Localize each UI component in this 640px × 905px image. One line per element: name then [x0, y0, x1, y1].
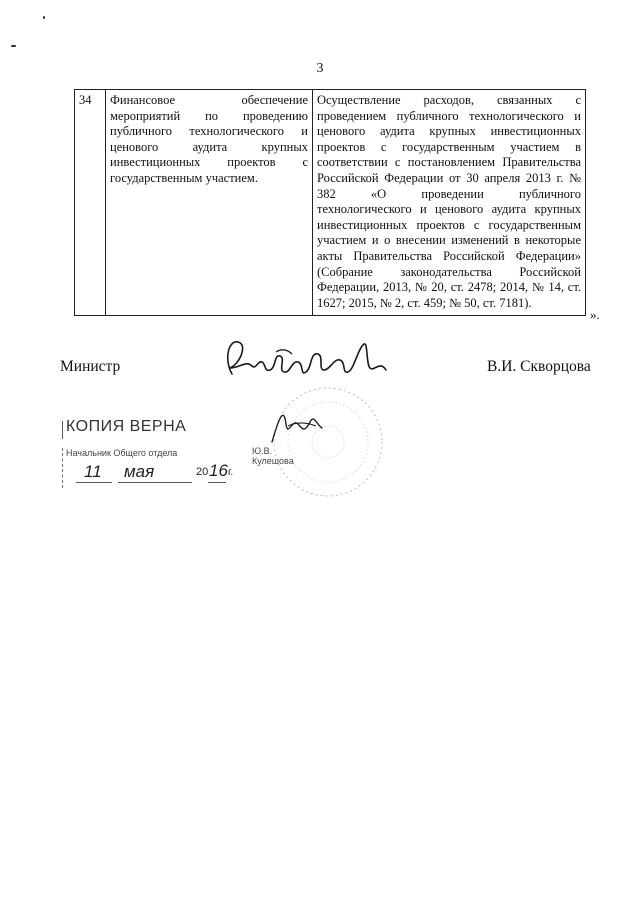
row-number: 34	[75, 90, 106, 316]
certified-copy-stamp	[66, 418, 316, 490]
date-month: мая	[124, 462, 155, 481]
table-row	[75, 90, 586, 316]
stamp-title: КОПИЯ ВЕРНА	[66, 418, 187, 435]
row-description: Осуществление расходов, связанных с проведением публичного технологического и ценового аудита крупных инвестиционных проектов с государственным участием в соответствии с постановлением Правительства Российской Федерации от 30 апреля 2013 г. № 382 «О проведении публичного технологического и ценового аудита крупных инвестиционных проектов с государственным участием и о внесении изменений в некоторые акты Правительства Российской Федерации» (Собрание законодательства Российской Федерации, 2013, № 20, ст. 2478; 2014, № 14, ст. 1627; 2015, № 2, ст. 459; № 50, ст. 7181).	[313, 90, 586, 316]
date-day: 11	[84, 462, 102, 481]
signatory-title: Министр	[60, 358, 121, 375]
date-year-prefix: 20	[196, 466, 209, 478]
stamp-frame	[62, 421, 63, 439]
copy-signature	[266, 404, 326, 446]
date-underline	[208, 482, 226, 483]
row-name: Финансовое обеспечение мероприятий по проведению публичного технологического и ценового аудита крупных инвестиционных проектов с государственным участием.	[106, 90, 313, 316]
signatory-name: В.И. Скворцова	[487, 358, 591, 375]
date-underline	[118, 482, 192, 483]
closing-quote: ».	[590, 307, 600, 322]
minister-signature	[218, 330, 398, 390]
date-suffix: г.	[228, 467, 234, 478]
date-underline	[76, 482, 112, 483]
stamp-position: Начальник Общего отдела	[66, 448, 178, 458]
page-number: 3	[316, 61, 324, 76]
date-year-suffix: 16	[209, 461, 228, 480]
stamp-signer: Ю.В. Кулешова	[252, 446, 294, 466]
stamp-frame	[62, 448, 64, 488]
scan-speck	[11, 45, 16, 47]
scan-speck	[43, 16, 45, 19]
stamp-date	[76, 462, 256, 486]
expense-table	[74, 89, 586, 316]
